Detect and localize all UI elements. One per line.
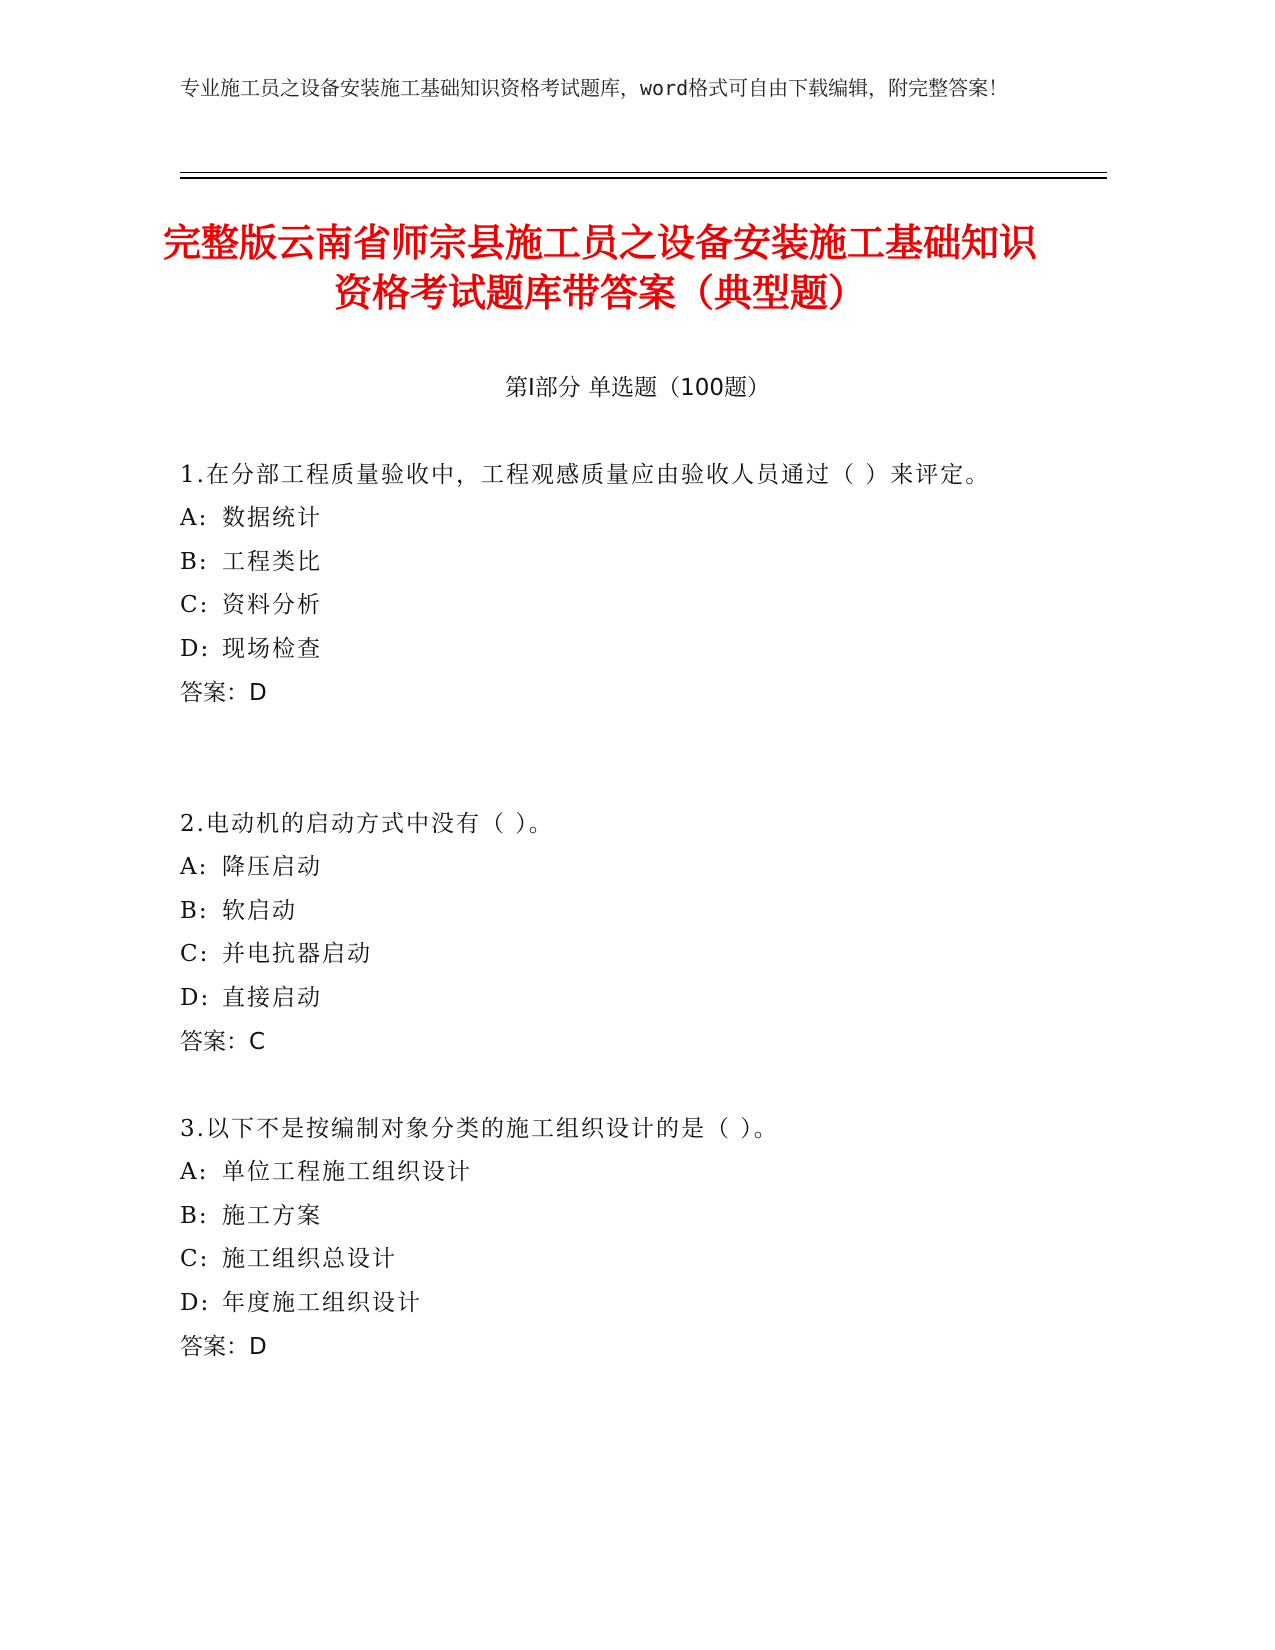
question-stem: 2.电动机的启动方式中没有（ ）。 [180, 811, 554, 837]
option-c [180, 584, 1040, 628]
option-text: 并电抗器启动 [222, 941, 372, 967]
option-b [180, 541, 1040, 585]
document-title: 完整版云南省师宗县施工员之设备安装施工基础知识资格考试题库带答案（典型题） [162, 221, 1037, 315]
header-rule-thick [180, 177, 1107, 179]
option-a [180, 1151, 1040, 1195]
option-text: 工程类比 [222, 548, 322, 575]
option-c [180, 933, 1040, 977]
option-text: 数据统计 [222, 505, 322, 531]
option-letter: D: [180, 635, 211, 662]
question-1 [180, 454, 1040, 715]
option-b [180, 1195, 1040, 1239]
option-d [180, 977, 1040, 1021]
option-letter: B: [180, 1202, 209, 1229]
option-d [180, 628, 1040, 672]
option-c [180, 1238, 1040, 1282]
question-2 [180, 803, 1040, 1064]
answer-line: 答案：D [180, 680, 267, 706]
question-stem: 1.在分部工程质量验收中，工程观感质量应由验收人员通过（ ）来评定。 [180, 462, 991, 488]
section-heading: 第I部分 单选题（100题） [505, 375, 770, 401]
answer-line: 答案：D [180, 1334, 267, 1360]
option-text: 软启动 [222, 897, 297, 924]
header-note: 专业施工员之设备安装施工基础知识资格考试题库，word格式可自由下载编辑，附完整答案！ [180, 76, 1009, 100]
option-letter: A: [180, 854, 209, 880]
option-d [180, 1282, 1040, 1326]
option-letter: A: [180, 505, 209, 531]
option-letter: C: [180, 1246, 210, 1272]
option-letter: D: [180, 984, 211, 1011]
option-text: 施工方案 [222, 1202, 322, 1229]
option-text: 资料分析 [222, 592, 322, 618]
question-3 [180, 1108, 1040, 1369]
option-text: 单位工程施工组织设计 [222, 1159, 472, 1185]
option-letter: C: [180, 941, 210, 967]
option-text: 直接启动 [222, 984, 322, 1011]
option-text: 施工组织总设计 [222, 1246, 397, 1272]
option-letter: B: [180, 548, 209, 575]
option-text: 年度施工组织设计 [222, 1289, 422, 1316]
option-text: 降压启动 [222, 854, 322, 880]
option-letter: B: [180, 897, 209, 924]
option-text: 现场检查 [222, 635, 322, 662]
option-b [180, 890, 1040, 934]
option-a [180, 846, 1040, 890]
header-rule-thin [180, 172, 1107, 173]
answer-line: 答案：C [180, 1029, 266, 1055]
option-a [180, 497, 1040, 541]
question-stem: 3.以下不是按编制对象分类的施工组织设计的是（ ）。 [180, 1116, 779, 1142]
option-letter: A: [180, 1159, 209, 1185]
option-letter: C: [180, 592, 210, 618]
option-letter: D: [180, 1289, 211, 1316]
